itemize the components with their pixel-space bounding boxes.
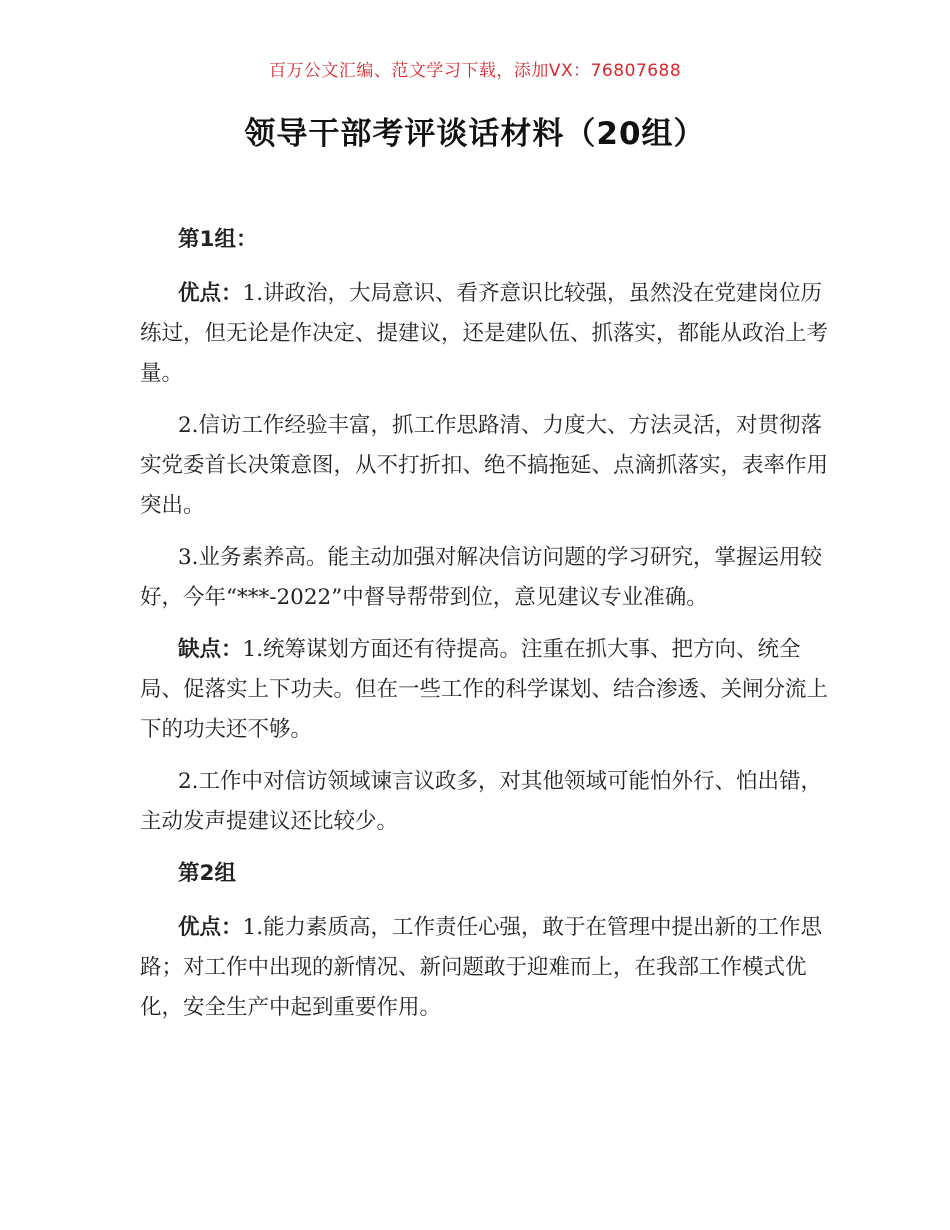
watermark-banner: 百万公文汇编、范文学习下载，添加VX：76807688 xyxy=(268,61,682,81)
group-1-strength-3: 3.业务素养高。能主动加强对解决信访问题的学习研究，掌握运用较好，今年“***-2022”中督导帮带到位，意见建议专业准确。 xyxy=(140,545,823,610)
strengths-label: 优点： xyxy=(178,281,243,306)
group-1-weakness-2: 2.工作中对信访领域谏言议政多，对其他领域可能怕外行、怕出错，主动发声提建议还比较少。 xyxy=(140,769,823,834)
group-1-heading: 第1组： xyxy=(178,227,258,252)
strengths-label: 优点： xyxy=(178,915,243,940)
group-1-weakness-1: 缺点：1.统筹谋划方面还有待提高。注重在抓大事、把方向、统全局、促落实上下功夫。但在一些工作的科学谋划、结合渗透、关闸分流上下的功夫还不够。 xyxy=(140,637,829,742)
group-2-strength-1: 优点：1.能力素质高，工作责任心强，敢于在管理中提出新的工作思路；对工作中出现的新情况、新问题敢于迎难而上，在我部工作模式优化，安全生产中起到重要作用。 xyxy=(140,915,823,1020)
document-title: 领导干部考评谈话材料（20组） xyxy=(244,116,706,152)
document-body xyxy=(140,220,830,1040)
group-2-heading: 第2组 xyxy=(178,861,236,886)
group-1-strength-2: 2.信访工作经验丰富，抓工作思路清、力度大、方法灵活，对贯彻落实党委首长决策意图，从不打折扣、绝不搞拖延、点滴抓落实，表率作用突出。 xyxy=(140,413,829,518)
weaknesses-label: 缺点： xyxy=(178,637,243,662)
group-1-strength-1: 优点：1.讲政治，大局意识、看齐意识比较强，虽然没在党建岗位历练过，但无论是作决定、提建议，还是建队伍、抓落实，都能从政治上考量。 xyxy=(140,281,829,386)
